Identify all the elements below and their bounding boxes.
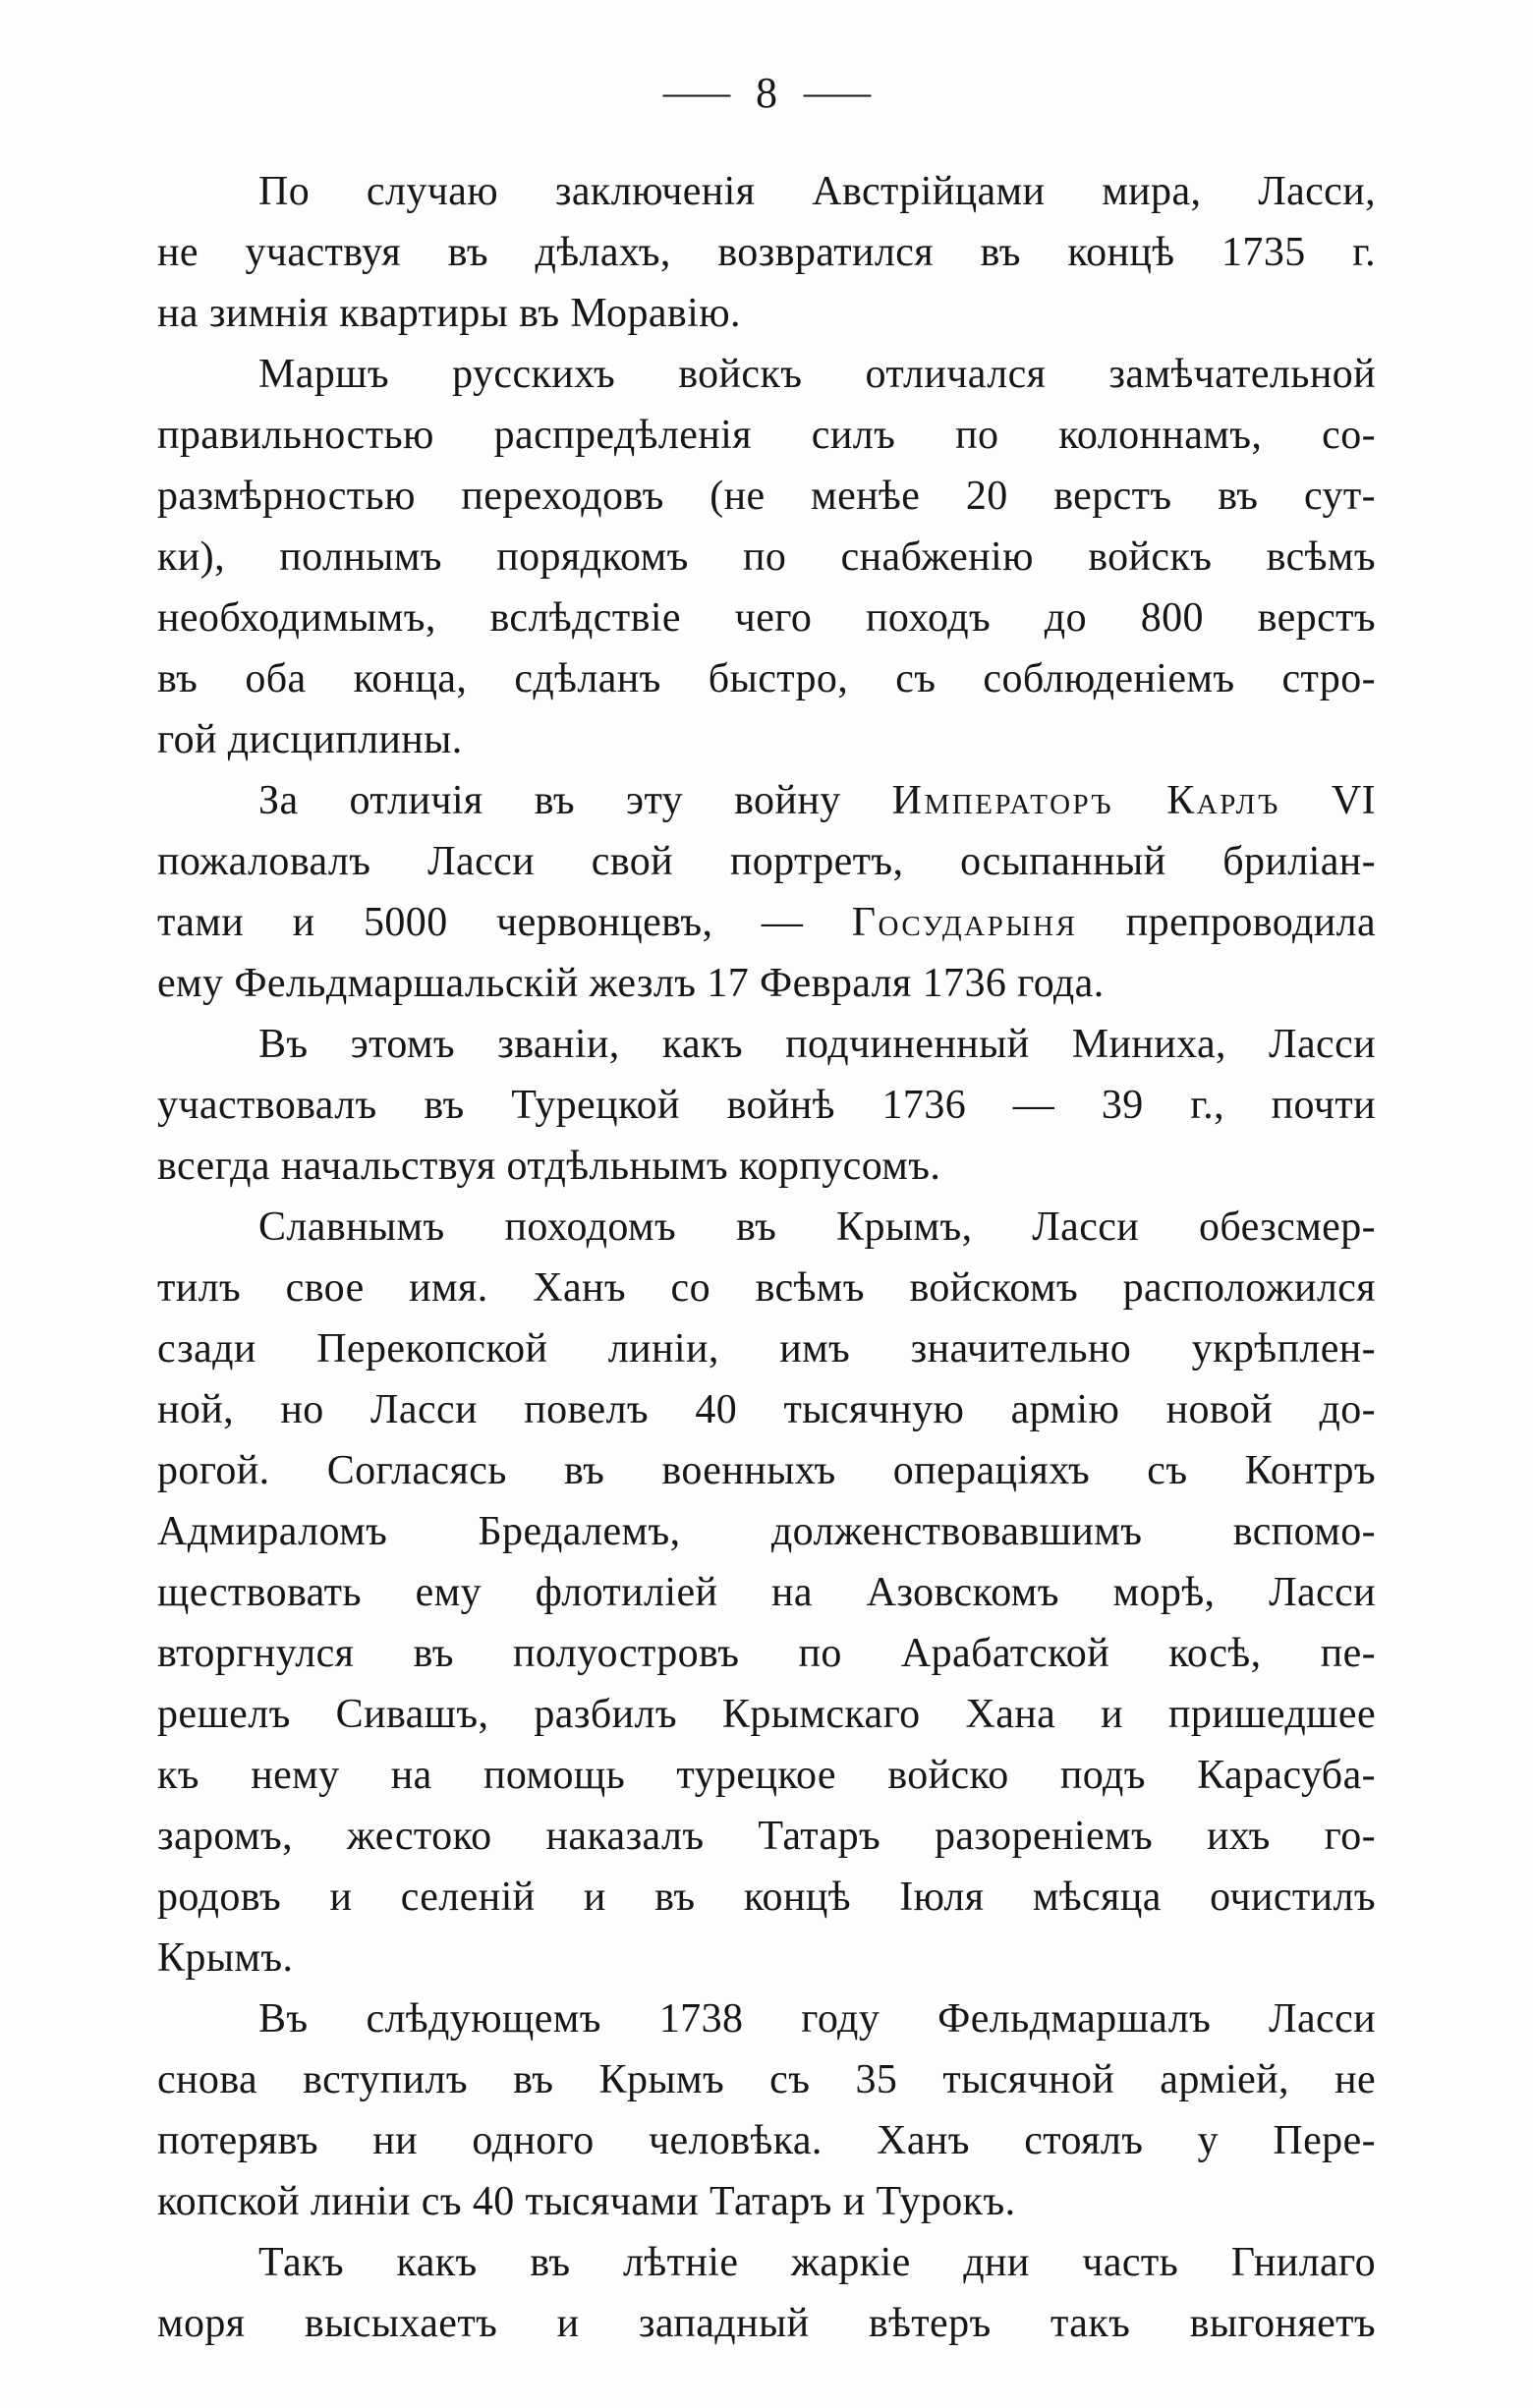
text-line: Въ этомъ званіи, какъ подчиненный Миниха, Ласси [258, 1022, 1376, 1067]
smallcaps-text: Государыня [851, 900, 1078, 945]
text-line: рогой. Согласясь въ военныхъ операціяхъ съ Контръ [157, 1448, 1376, 1493]
text-line: пожаловалъ Ласси свой портретъ, осыпанный бриліан- [157, 839, 1376, 884]
text-line: тилъ свое имя. Ханъ со всѣмъ войскомъ расположился [157, 1265, 1376, 1311]
text-line: Славнымъ походомъ въ Крымъ, Ласси обезсмер- [258, 1204, 1376, 1250]
text-segment: VI [1279, 778, 1376, 823]
text-line: сзади Перекопской линіи, имъ значительно укрѣплен- [157, 1326, 1376, 1372]
text-line: въ оба конца, сдѣланъ быстро, съ соблюденіемъ стро- [157, 656, 1376, 701]
text-line: снова вступилъ въ Крымъ съ 35 тысячной арміей, не [157, 2057, 1376, 2102]
text-line: моря высыхаетъ и западный вѣтеръ такъ выгоняетъ [157, 2301, 1376, 2346]
page-text [157, 118, 1376, 2354]
text-line: на зимнія квартиры въ Моравію. [157, 291, 741, 336]
text-line: участвовалъ въ Турецкой войнѣ 1736 — 39 г., почти [157, 1083, 1376, 1128]
text-line: Такъ какъ въ лѣтніе жаркіе дни часть Гнилаго [258, 2240, 1376, 2285]
text-line: ной, но Ласси повелъ 40 тысячную армію новой до- [157, 1387, 1376, 1432]
text-line: копской линіи съ 40 тысячами Татаръ и Турокъ. [157, 2179, 1016, 2224]
text-line: ществовать ему флотиліей на Азовскомъ морѣ, Ласси [157, 1570, 1376, 1615]
text-line: вторгнулся въ полуостровъ по Арабатской косѣ, пе- [157, 1631, 1376, 1676]
paragraph [157, 1197, 1376, 1988]
text-line: заромъ, жестоко наказалъ Татаръ разореніемъ ихъ го- [157, 1814, 1376, 1859]
text-line: Крымъ. [157, 1935, 294, 1981]
text-line: размѣрностью переходовъ (не менѣе 20 верстъ въ сут- [157, 474, 1376, 519]
text-segment: За отличія въ эту войну [258, 778, 892, 823]
text-segment: тами и 5000 червонцевъ, — [157, 900, 852, 945]
header-left-dash: — [662, 70, 730, 114]
text-line: ему Фельдмаршальскій жезлъ 17 Февраля 1736 года. [157, 961, 1105, 1006]
text-line: родовъ и селеній и въ концѣ Іюля мѣсяца очистилъ [157, 1875, 1376, 1920]
smallcaps-text: Императоръ Карлъ [891, 778, 1280, 823]
text-line: Въ слѣдующемъ 1738 году Фельдмаршалъ Ласси [258, 1996, 1376, 2042]
text-line: всегда начальствуя отдѣльнымъ корпусомъ. [157, 1144, 941, 1189]
paragraph [157, 1988, 1376, 2232]
text-line: По случаю заключенія Австрійцами мира, Ласси, [258, 169, 1376, 214]
text-line: решелъ Сивашъ, разбилъ Крымскаго Хана и пришедшее [157, 1692, 1376, 1737]
text-line: Маршъ русскихъ войскъ отличался замѣчательной [258, 352, 1376, 397]
paragraph [157, 344, 1376, 770]
text-line: необходимымъ, вслѣдствіе чего походъ до 800 верстъ [157, 595, 1376, 641]
page-header [157, 69, 1376, 118]
text-line: ки), полнымъ порядкомъ по снабженію войскъ всѣмъ [157, 534, 1376, 580]
text-line: не участвуя въ дѣлахъ, возвратился въ концѣ 1735 г. [157, 230, 1376, 275]
text-line: правильностью распредѣленія силъ по колоннамъ, со- [157, 413, 1376, 458]
text-line: къ нему на помощь турецкое войско подъ Карасуба- [157, 1753, 1376, 1798]
text-line [157, 770, 1376, 831]
text-line [157, 892, 1376, 953]
text-segment: препроводила [1077, 900, 1376, 945]
header-right-dash: — [803, 70, 871, 114]
paragraph [157, 2232, 1376, 2354]
page-number: 8 [756, 69, 777, 117]
paragraph [157, 1014, 1376, 1197]
text-line: Адмираломъ Бредалемъ, долженствовавшимъ вспомо- [157, 1509, 1376, 1554]
text-line: гой дисциплины. [157, 717, 463, 762]
paragraph [157, 161, 1376, 344]
text-line: потерявъ ни одного человѣка. Ханъ стоялъ у Пере- [157, 2118, 1376, 2163]
paragraph [157, 770, 1376, 1014]
